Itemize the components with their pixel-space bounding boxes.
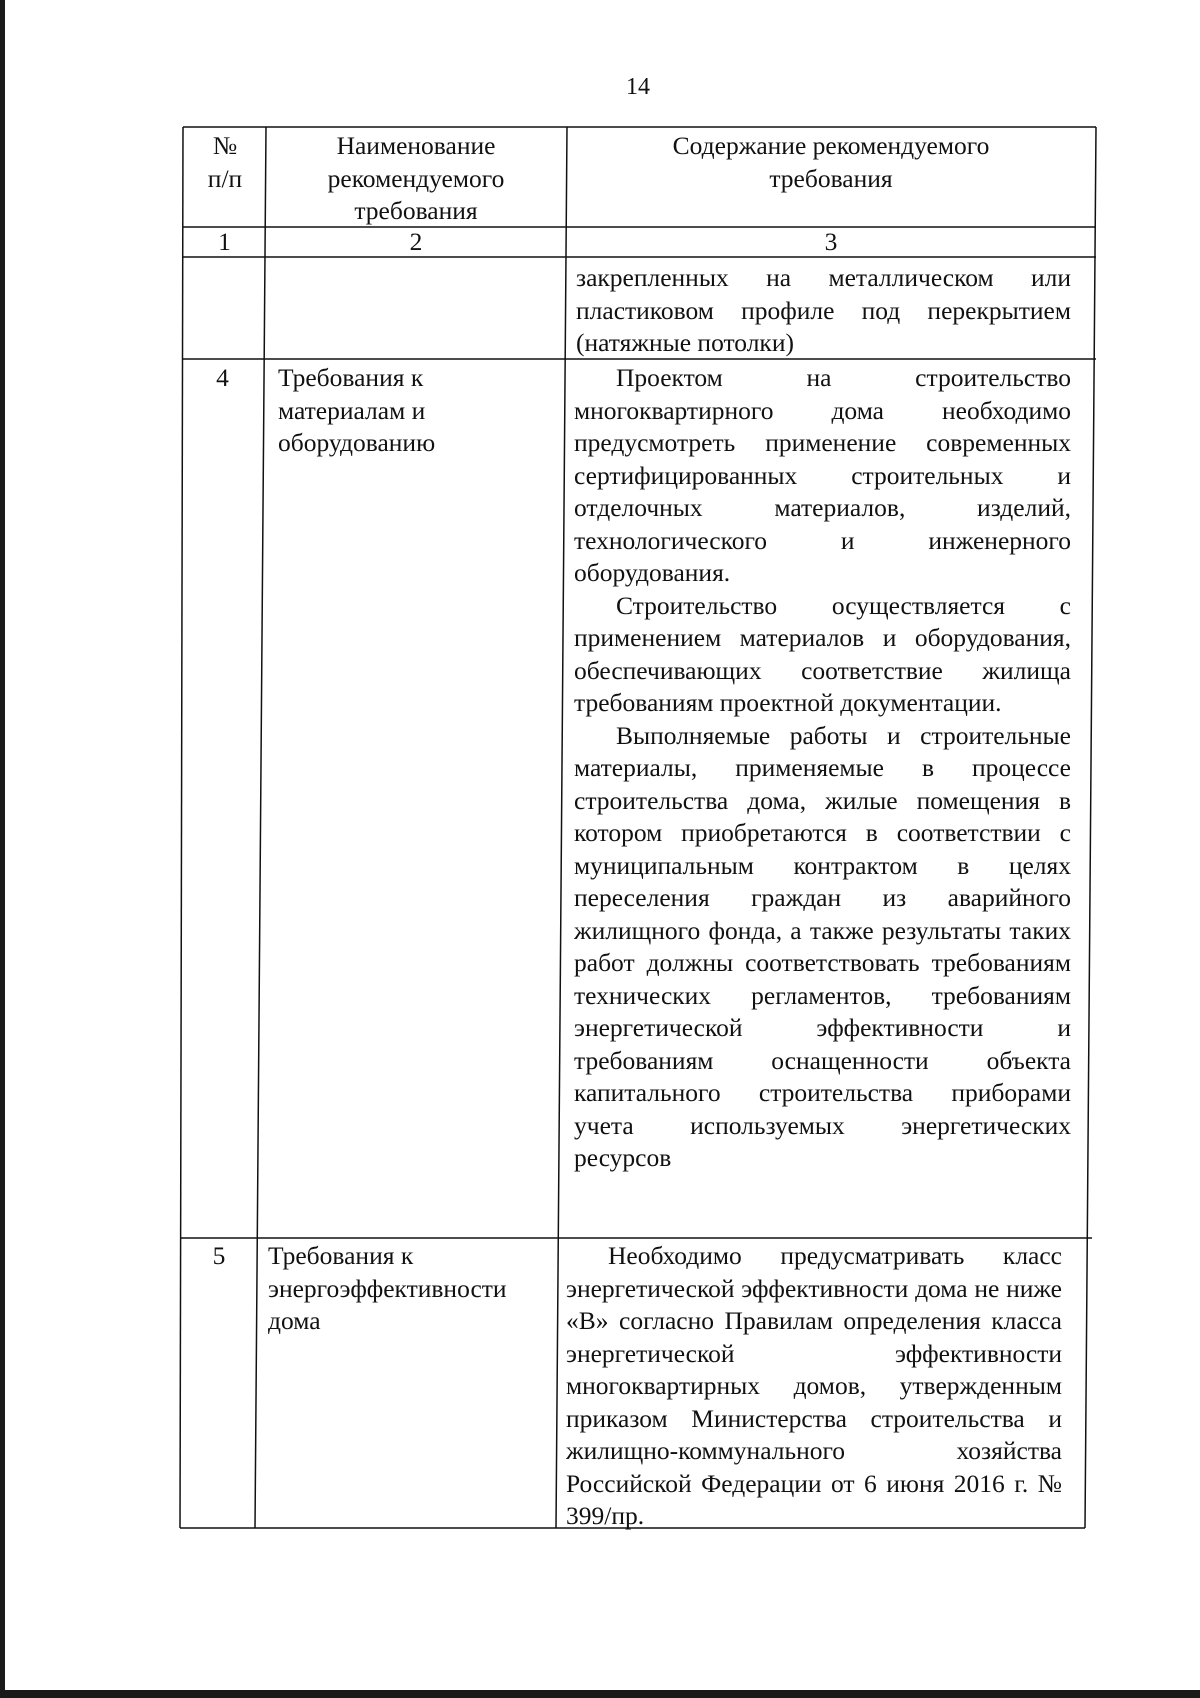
row-4-paragraph-2: Строительство осуществляется с применением материалов и оборудования, обеспечивающих соответствие жилища требованиям проектной документации. xyxy=(574,590,1071,717)
row-4-number: 4 xyxy=(216,363,229,392)
header-number: № п/п xyxy=(207,131,243,193)
row-5-content xyxy=(566,1240,1062,1533)
row-5-paragraph-1: Необходимо предусматривать класс энергетической эффективности дома не ниже «В» согласно Правилам определения класса энергетической эффективности многоквартирных домов, утвержденным приказом Министерства строительства и жилищно-коммунального хозяйства Российской Федерации от 6 июня 2016 г. № 399/пр. xyxy=(566,1241,1062,1530)
row-5-number: 5 xyxy=(212,1241,226,1270)
col-border-left xyxy=(180,127,183,1528)
column-number-2: 2 xyxy=(409,227,423,256)
row-4-content xyxy=(574,362,1071,1175)
header-content: Содержание рекомендуемого требования xyxy=(672,131,990,193)
col-border-right xyxy=(1085,127,1096,1528)
header-name: Наименование рекомендуемого требования xyxy=(327,131,505,225)
row-continuation-content: закрепленных на металлическом или пластиковом профиле под перекрытием (натяжные потолки) xyxy=(576,263,1071,357)
column-number-1: 1 xyxy=(218,227,231,256)
column-number-3: 3 xyxy=(824,227,838,256)
page-number: 14 xyxy=(626,74,650,100)
row-4-paragraph-3: Выполняемые работы и строительные материалы, применяемые в процессе строительства дома, жилые помещения в котором приобретаются в соответствии с муниципальным контрактом в целях переселения граждан из аварийного жилищного фонда, а также результаты таких работ должны соответствовать требованиям технических регламентов, требованиям энергетической эффективности и требованиям оснащенности объекта капитального строительства приборами учета используемых энергетических ресурсов xyxy=(574,720,1071,1172)
col-border-1 xyxy=(255,127,266,1528)
row-4-paragraph-1: Проектом на строительство многоквартирного дома необходимо предусмотреть применение современных сертифицированных строительных и отделочных материалов, изделий, технологического и инженерного оборудования. xyxy=(574,363,1071,587)
row-5-name: Требования к энергоэффективности дома xyxy=(268,1241,507,1335)
row-4-name: Требования к материалам и оборудованию xyxy=(278,363,436,457)
